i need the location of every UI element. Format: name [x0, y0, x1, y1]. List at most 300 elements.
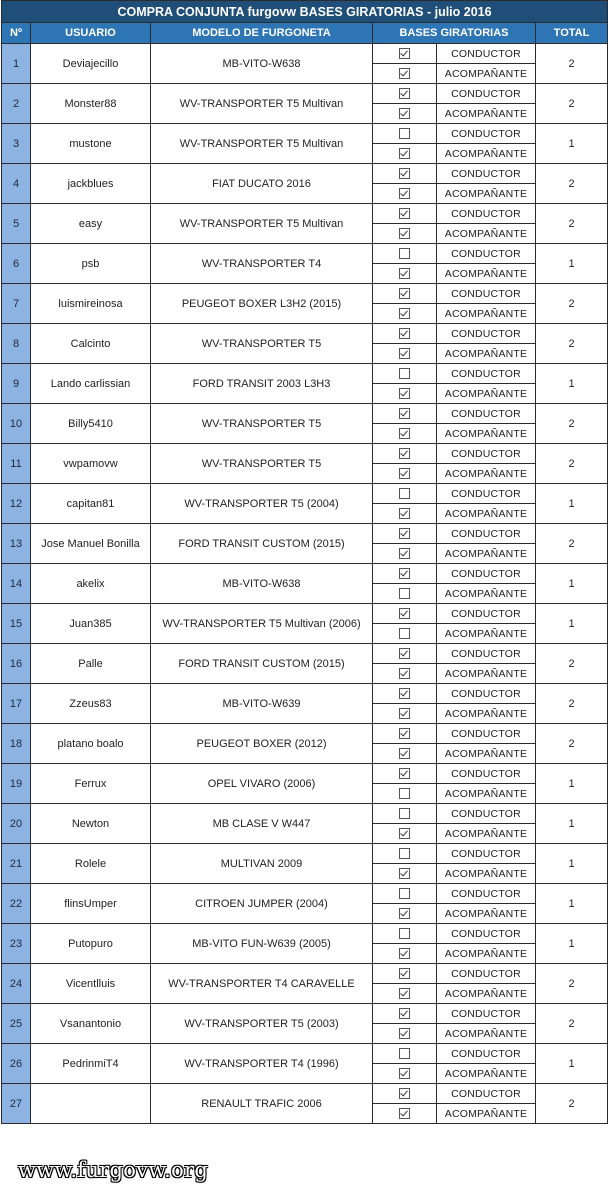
- row-total: 2: [536, 444, 608, 484]
- row-total: 1: [536, 244, 608, 284]
- conductor-label: CONDUCTOR: [437, 604, 536, 624]
- row-total: 2: [536, 204, 608, 244]
- conductor-label: CONDUCTOR: [437, 884, 536, 904]
- table-row: [2, 204, 608, 224]
- acompanante-checkbox[interactable]: [399, 148, 410, 159]
- row-user: Newton: [31, 804, 151, 844]
- row-model: FIAT DUCATO 2016: [151, 164, 373, 204]
- acompanante-checkbox-cell: [373, 424, 437, 444]
- row-model: FORD TRANSIT CUSTOM (2015): [151, 524, 373, 564]
- header-model: MODELO DE FURGONETA: [151, 23, 373, 44]
- conductor-checkbox-cell: [373, 284, 437, 304]
- row-user: mustone: [31, 124, 151, 164]
- conductor-checkbox[interactable]: [399, 128, 410, 139]
- conductor-checkbox[interactable]: [399, 1048, 410, 1059]
- acompanante-label: ACOMPAÑANTE: [437, 704, 536, 724]
- row-user: PedrinmiT4: [31, 1044, 151, 1084]
- row-total: 1: [536, 484, 608, 524]
- conductor-checkbox-cell: [373, 1084, 437, 1104]
- row-total: 2: [536, 684, 608, 724]
- table-row: [2, 764, 608, 784]
- table-row: [2, 244, 608, 264]
- row-total: 2: [536, 324, 608, 364]
- conductor-checkbox[interactable]: [399, 1008, 410, 1019]
- acompanante-checkbox[interactable]: [399, 228, 410, 239]
- row-number: 11: [2, 444, 31, 484]
- row-model: MB-VITO FUN-W639 (2005): [151, 924, 373, 964]
- acompanante-checkbox[interactable]: [399, 1068, 410, 1079]
- conductor-checkbox-cell: [373, 44, 437, 64]
- acompanante-checkbox[interactable]: [399, 548, 410, 559]
- row-number: 4: [2, 164, 31, 204]
- conductor-checkbox-cell: [373, 604, 437, 624]
- acompanante-label: ACOMPAÑANTE: [437, 824, 536, 844]
- row-number: 23: [2, 924, 31, 964]
- conductor-checkbox[interactable]: [399, 568, 410, 579]
- row-user: luismireinosa: [31, 284, 151, 324]
- conductor-label: CONDUCTOR: [437, 204, 536, 224]
- acompanante-checkbox[interactable]: [399, 388, 410, 399]
- row-total: 1: [536, 604, 608, 644]
- acompanante-checkbox-cell: [373, 184, 437, 204]
- conductor-label: CONDUCTOR: [437, 804, 536, 824]
- acompanante-label: ACOMPAÑANTE: [437, 224, 536, 244]
- conductor-checkbox-cell: [373, 484, 437, 504]
- row-total: 2: [536, 724, 608, 764]
- conductor-checkbox-cell: [373, 924, 437, 944]
- row-model: WV-TRANSPORTER T5: [151, 444, 373, 484]
- acompanante-checkbox[interactable]: [399, 1108, 410, 1119]
- acompanante-label: ACOMPAÑANTE: [437, 64, 536, 84]
- conductor-checkbox[interactable]: [399, 688, 410, 699]
- acompanante-label: ACOMPAÑANTE: [437, 944, 536, 964]
- row-total: 2: [536, 164, 608, 204]
- conductor-label: CONDUCTOR: [437, 44, 536, 64]
- acompanante-checkbox-cell: [373, 304, 437, 324]
- acompanante-label: ACOMPAÑANTE: [437, 544, 536, 564]
- conductor-label: CONDUCTOR: [437, 84, 536, 104]
- conductor-label: CONDUCTOR: [437, 1044, 536, 1064]
- acompanante-label: ACOMPAÑANTE: [437, 1064, 536, 1084]
- acompanante-checkbox-cell: [373, 824, 437, 844]
- acompanante-checkbox[interactable]: [399, 628, 410, 639]
- conductor-label: CONDUCTOR: [437, 1084, 536, 1104]
- row-number: 26: [2, 1044, 31, 1084]
- row-model: MB-VITO-W638: [151, 44, 373, 84]
- row-model: WV-TRANSPORTER T5 Multivan: [151, 124, 373, 164]
- row-total: 2: [536, 284, 608, 324]
- table-row: [2, 964, 608, 984]
- conductor-checkbox[interactable]: [399, 808, 410, 819]
- row-total: 1: [536, 764, 608, 804]
- conductor-label: CONDUCTOR: [437, 444, 536, 464]
- conductor-checkbox[interactable]: [399, 608, 410, 619]
- row-user: capitan81: [31, 484, 151, 524]
- acompanante-checkbox-cell: [373, 744, 437, 764]
- row-user: Zzeus83: [31, 684, 151, 724]
- conductor-checkbox-cell: [373, 124, 437, 144]
- row-number: 25: [2, 1004, 31, 1044]
- row-total: 1: [536, 844, 608, 884]
- table-title: COMPRA CONJUNTA furgovw BASES GIRATORIAS - julio 2016: [2, 1, 608, 23]
- row-number: 5: [2, 204, 31, 244]
- row-number: 14: [2, 564, 31, 604]
- acompanante-checkbox[interactable]: [399, 308, 410, 319]
- conductor-checkbox-cell: [373, 204, 437, 224]
- table-row: [2, 804, 608, 824]
- acompanante-checkbox-cell: [373, 704, 437, 724]
- row-number: 15: [2, 604, 31, 644]
- acompanante-checkbox-cell: [373, 1024, 437, 1044]
- row-model: MB-VITO-W638: [151, 564, 373, 604]
- row-model: WV-TRANSPORTER T5 (2004): [151, 484, 373, 524]
- row-total: 2: [536, 644, 608, 684]
- conductor-checkbox[interactable]: [399, 928, 410, 939]
- acompanante-checkbox[interactable]: [399, 348, 410, 359]
- row-model: MB CLASE V W447: [151, 804, 373, 844]
- conductor-checkbox[interactable]: [399, 88, 410, 99]
- table-row: [2, 924, 608, 944]
- row-user: jackblues: [31, 164, 151, 204]
- conductor-checkbox[interactable]: [399, 248, 410, 259]
- conductor-checkbox-cell: [373, 844, 437, 864]
- conductor-checkbox-cell: [373, 364, 437, 384]
- conductor-checkbox-cell: [373, 1004, 437, 1024]
- conductor-checkbox-cell: [373, 684, 437, 704]
- row-number: 27: [2, 1084, 31, 1124]
- conductor-checkbox[interactable]: [399, 48, 410, 59]
- acompanante-label: ACOMPAÑANTE: [437, 904, 536, 924]
- table-row: [2, 724, 608, 744]
- table-row: [2, 564, 608, 584]
- row-number: 12: [2, 484, 31, 524]
- row-model: WV-TRANSPORTER T5 Multivan (2006): [151, 604, 373, 644]
- row-number: 7: [2, 284, 31, 324]
- row-model: WV-TRANSPORTER T5 Multivan: [151, 84, 373, 124]
- conductor-checkbox-cell: [373, 644, 437, 664]
- table-row: [2, 844, 608, 864]
- conductor-checkbox[interactable]: [399, 888, 410, 899]
- acompanante-label: ACOMPAÑANTE: [437, 744, 536, 764]
- header-total: TOTAL: [536, 23, 608, 44]
- table-row: [2, 324, 608, 344]
- acompanante-checkbox[interactable]: [399, 428, 410, 439]
- acompanante-checkbox-cell: [373, 504, 437, 524]
- conductor-label: CONDUCTOR: [437, 684, 536, 704]
- conductor-checkbox-cell: [373, 964, 437, 984]
- conductor-label: CONDUCTOR: [437, 644, 536, 664]
- conductor-checkbox-cell: [373, 764, 437, 784]
- row-total: 1: [536, 884, 608, 924]
- row-number: 16: [2, 644, 31, 684]
- row-total: 2: [536, 44, 608, 84]
- conductor-checkbox-cell: [373, 84, 437, 104]
- table-body: [2, 44, 608, 1124]
- acompanante-label: ACOMPAÑANTE: [437, 664, 536, 684]
- conductor-label: CONDUCTOR: [437, 764, 536, 784]
- conductor-label: CONDUCTOR: [437, 164, 536, 184]
- conductor-checkbox[interactable]: [399, 528, 410, 539]
- row-user: [31, 1084, 151, 1124]
- row-user: Rolele: [31, 844, 151, 884]
- acompanante-checkbox[interactable]: [399, 708, 410, 719]
- row-user: platano boalo: [31, 724, 151, 764]
- conductor-label: CONDUCTOR: [437, 964, 536, 984]
- header-user: USUARIO: [31, 23, 151, 44]
- acompanante-label: ACOMPAÑANTE: [437, 1104, 536, 1124]
- table-row: [2, 1044, 608, 1064]
- row-user: Lando carlissian: [31, 364, 151, 404]
- row-user: Juan385: [31, 604, 151, 644]
- row-model: WV-TRANSPORTER T5: [151, 404, 373, 444]
- conductor-label: CONDUCTOR: [437, 844, 536, 864]
- conductor-checkbox[interactable]: [399, 448, 410, 459]
- row-model: FORD TRANSIT CUSTOM (2015): [151, 644, 373, 684]
- acompanante-label: ACOMPAÑANTE: [437, 384, 536, 404]
- row-model: WV-TRANSPORTER T4 CARAVELLE: [151, 964, 373, 1004]
- conductor-label: CONDUCTOR: [437, 124, 536, 144]
- row-total: 2: [536, 1084, 608, 1124]
- acompanante-checkbox[interactable]: [399, 108, 410, 119]
- row-user: Putopuro: [31, 924, 151, 964]
- acompanante-checkbox-cell: [373, 664, 437, 684]
- conductor-checkbox[interactable]: [399, 408, 410, 419]
- conductor-checkbox-cell: [373, 804, 437, 824]
- row-user: Jose Manuel Bonilla: [31, 524, 151, 564]
- conductor-checkbox-cell: [373, 244, 437, 264]
- acompanante-checkbox[interactable]: [399, 748, 410, 759]
- acompanante-label: ACOMPAÑANTE: [437, 144, 536, 164]
- row-total: 2: [536, 524, 608, 564]
- conductor-checkbox-cell: [373, 404, 437, 424]
- acompanante-checkbox-cell: [373, 544, 437, 564]
- acompanante-checkbox-cell: [373, 104, 437, 124]
- acompanante-checkbox-cell: [373, 624, 437, 644]
- conductor-checkbox[interactable]: [399, 168, 410, 179]
- conductor-label: CONDUCTOR: [437, 924, 536, 944]
- table-row: [2, 84, 608, 104]
- table-row: [2, 1004, 608, 1024]
- acompanante-checkbox-cell: [373, 64, 437, 84]
- table-row: [2, 484, 608, 504]
- table-row: [2, 684, 608, 704]
- acompanante-checkbox-cell: [373, 264, 437, 284]
- conductor-checkbox-cell: [373, 724, 437, 744]
- acompanante-checkbox[interactable]: [399, 588, 410, 599]
- row-model: WV-TRANSPORTER T5 (2003): [151, 1004, 373, 1044]
- acompanante-label: ACOMPAÑANTE: [437, 264, 536, 284]
- acompanante-checkbox-cell: [373, 344, 437, 364]
- row-number: 9: [2, 364, 31, 404]
- table-row: [2, 444, 608, 464]
- row-user: Ferrux: [31, 764, 151, 804]
- conductor-checkbox[interactable]: [399, 488, 410, 499]
- acompanante-label: ACOMPAÑANTE: [437, 504, 536, 524]
- conductor-checkbox[interactable]: [399, 288, 410, 299]
- acompanante-label: ACOMPAÑANTE: [437, 584, 536, 604]
- acompanante-checkbox[interactable]: [399, 828, 410, 839]
- conductor-checkbox[interactable]: [399, 1088, 410, 1099]
- row-total: 2: [536, 1004, 608, 1044]
- row-model: MB-VITO-W639: [151, 684, 373, 724]
- conductor-label: CONDUCTOR: [437, 244, 536, 264]
- acompanante-label: ACOMPAÑANTE: [437, 984, 536, 1004]
- row-user: Monster88: [31, 84, 151, 124]
- conductor-checkbox[interactable]: [399, 968, 410, 979]
- acompanante-checkbox[interactable]: [399, 68, 410, 79]
- row-total: 2: [536, 404, 608, 444]
- table-row: [2, 124, 608, 144]
- table-row: [2, 884, 608, 904]
- conductor-label: CONDUCTOR: [437, 724, 536, 744]
- row-number: 2: [2, 84, 31, 124]
- table-row: [2, 164, 608, 184]
- row-number: 19: [2, 764, 31, 804]
- acompanante-checkbox[interactable]: [399, 1028, 410, 1039]
- row-number: 8: [2, 324, 31, 364]
- row-model: MULTIVAN 2009: [151, 844, 373, 884]
- acompanante-checkbox-cell: [373, 224, 437, 244]
- table-row: [2, 284, 608, 304]
- row-user: flinsUmper: [31, 884, 151, 924]
- conductor-label: CONDUCTOR: [437, 564, 536, 584]
- acompanante-label: ACOMPAÑANTE: [437, 424, 536, 444]
- row-model: CITROEN JUMPER (2004): [151, 884, 373, 924]
- acompanante-checkbox[interactable]: [399, 868, 410, 879]
- acompanante-checkbox[interactable]: [399, 188, 410, 199]
- row-model: OPEL VIVARO (2006): [151, 764, 373, 804]
- row-number: 6: [2, 244, 31, 284]
- acompanante-checkbox-cell: [373, 1064, 437, 1084]
- conductor-checkbox[interactable]: [399, 848, 410, 859]
- conductor-checkbox-cell: [373, 324, 437, 344]
- row-number: 3: [2, 124, 31, 164]
- conductor-checkbox[interactable]: [399, 328, 410, 339]
- conductor-label: CONDUCTOR: [437, 364, 536, 384]
- row-model: WV-TRANSPORTER T4: [151, 244, 373, 284]
- acompanante-checkbox[interactable]: [399, 468, 410, 479]
- row-total: 1: [536, 804, 608, 844]
- row-number: 18: [2, 724, 31, 764]
- acompanante-checkbox-cell: [373, 464, 437, 484]
- acompanante-label: ACOMPAÑANTE: [437, 304, 536, 324]
- row-number: 17: [2, 684, 31, 724]
- row-user: Vsanantonio: [31, 1004, 151, 1044]
- acompanante-checkbox[interactable]: [399, 268, 410, 279]
- acompanante-checkbox-cell: [373, 384, 437, 404]
- row-user: Billy5410: [31, 404, 151, 444]
- acompanante-label: ACOMPAÑANTE: [437, 104, 536, 124]
- acompanante-label: ACOMPAÑANTE: [437, 344, 536, 364]
- row-model: PEUGEOT BOXER (2012): [151, 724, 373, 764]
- conductor-checkbox-cell: [373, 1044, 437, 1064]
- acompanante-checkbox-cell: [373, 944, 437, 964]
- acompanante-checkbox[interactable]: [399, 668, 410, 679]
- conductor-checkbox-cell: [373, 564, 437, 584]
- conductor-checkbox[interactable]: [399, 208, 410, 219]
- watermark: www.furgovw.org: [18, 1158, 209, 1182]
- row-user: Calcinto: [31, 324, 151, 364]
- acompanante-label: ACOMPAÑANTE: [437, 784, 536, 804]
- row-model: WV-TRANSPORTER T5 Multivan: [151, 204, 373, 244]
- table-row: [2, 1084, 608, 1104]
- conductor-label: CONDUCTOR: [437, 1004, 536, 1024]
- row-number: 22: [2, 884, 31, 924]
- acompanante-checkbox[interactable]: [399, 948, 410, 959]
- row-total: 1: [536, 124, 608, 164]
- header-bases: BASES GIRATORIAS: [373, 23, 536, 44]
- conductor-label: CONDUCTOR: [437, 524, 536, 544]
- row-total: 2: [536, 964, 608, 1004]
- row-number: 24: [2, 964, 31, 1004]
- conductor-checkbox[interactable]: [399, 368, 410, 379]
- row-user: Palle: [31, 644, 151, 684]
- row-model: FORD TRANSIT 2003 L3H3: [151, 364, 373, 404]
- acompanante-checkbox-cell: [373, 904, 437, 924]
- row-number: 21: [2, 844, 31, 884]
- table-row: [2, 364, 608, 384]
- purchase-table: [1, 0, 608, 1124]
- acompanante-checkbox-cell: [373, 1104, 437, 1124]
- acompanante-label: ACOMPAÑANTE: [437, 624, 536, 644]
- table-row: [2, 604, 608, 624]
- row-total: 1: [536, 924, 608, 964]
- acompanante-checkbox-cell: [373, 864, 437, 884]
- row-user: Deviajecillo: [31, 44, 151, 84]
- acompanante-checkbox-cell: [373, 784, 437, 804]
- header-num: Nº: [2, 23, 31, 44]
- acompanante-checkbox[interactable]: [399, 508, 410, 519]
- row-user: psb: [31, 244, 151, 284]
- conductor-checkbox-cell: [373, 164, 437, 184]
- table-row: [2, 404, 608, 424]
- acompanante-checkbox-cell: [373, 984, 437, 1004]
- row-number: 10: [2, 404, 31, 444]
- row-number: 13: [2, 524, 31, 564]
- row-model: WV-TRANSPORTER T4 (1996): [151, 1044, 373, 1084]
- row-user: vwpamovw: [31, 444, 151, 484]
- row-user: easy: [31, 204, 151, 244]
- row-total: 1: [536, 1044, 608, 1084]
- conductor-checkbox-cell: [373, 444, 437, 464]
- conductor-label: CONDUCTOR: [437, 324, 536, 344]
- conductor-checkbox-cell: [373, 524, 437, 544]
- conductor-checkbox[interactable]: [399, 648, 410, 659]
- acompanante-checkbox-cell: [373, 584, 437, 604]
- row-number: 1: [2, 44, 31, 84]
- row-total: 1: [536, 364, 608, 404]
- row-model: RENAULT TRAFIC 2006: [151, 1084, 373, 1124]
- row-total: 2: [536, 84, 608, 124]
- acompanante-checkbox[interactable]: [399, 988, 410, 999]
- acompanante-checkbox[interactable]: [399, 788, 410, 799]
- row-number: 20: [2, 804, 31, 844]
- conductor-label: CONDUCTOR: [437, 484, 536, 504]
- acompanante-label: ACOMPAÑANTE: [437, 864, 536, 884]
- acompanante-label: ACOMPAÑANTE: [437, 184, 536, 204]
- row-model: PEUGEOT BOXER L3H2 (2015): [151, 284, 373, 324]
- table-row: [2, 44, 608, 64]
- acompanante-checkbox[interactable]: [399, 908, 410, 919]
- conductor-checkbox[interactable]: [399, 728, 410, 739]
- acompanante-checkbox-cell: [373, 144, 437, 164]
- conductor-label: CONDUCTOR: [437, 284, 536, 304]
- row-total: 1: [536, 564, 608, 604]
- conductor-label: CONDUCTOR: [437, 404, 536, 424]
- table-row: [2, 644, 608, 664]
- acompanante-label: ACOMPAÑANTE: [437, 464, 536, 484]
- conductor-checkbox[interactable]: [399, 768, 410, 779]
